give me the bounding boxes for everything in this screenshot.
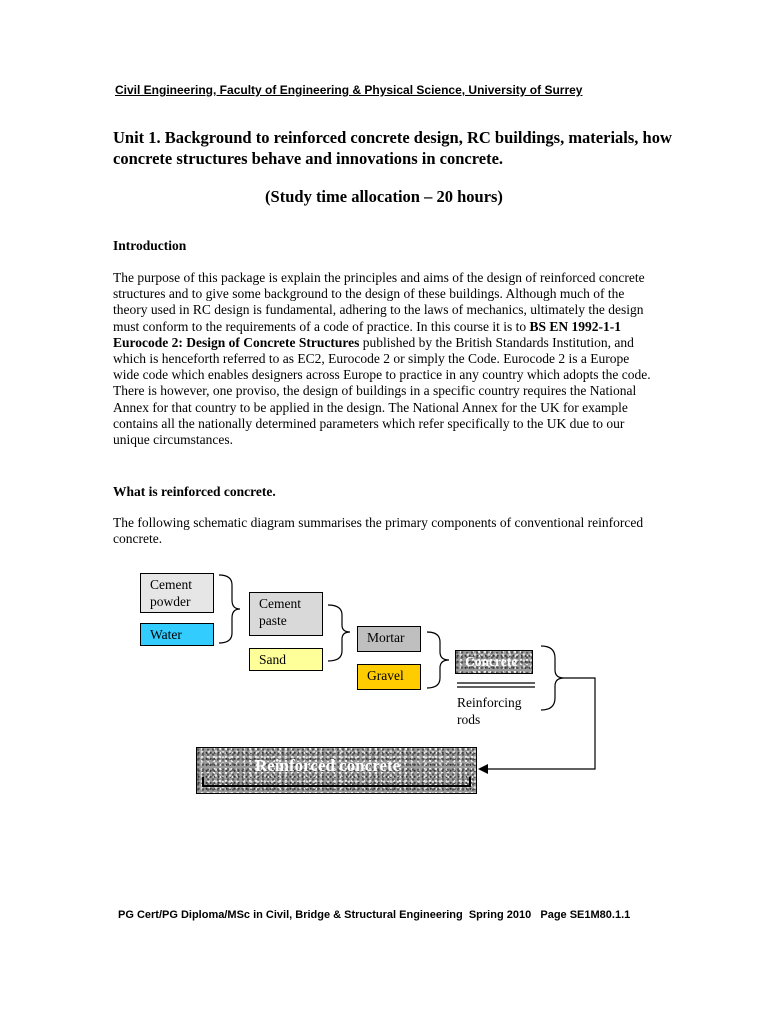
brace-icon [541, 646, 564, 710]
gravel-box: Gravel [357, 664, 421, 690]
brace-icon [328, 605, 350, 661]
cement-paste-box: Cement paste [249, 592, 323, 636]
reinforced-concrete-box: Reinforced concrete [196, 747, 477, 794]
eurocode-reference: BS EN 1992-1-1 Eurocode 2: Design of Concrete Structures [113, 318, 622, 350]
sand-box: Sand [249, 648, 323, 671]
intro-text-part-1: The purpose of this package is explain the principles and aims of the design of reinforced concrete structures and to give some background to the design of these buildings. Although much of the theory used in RC design is fundamental, adhering to the laws of mechanics, ultimately the design must conform to the requirements of a code of practice. In this course it is to [113, 270, 645, 334]
unit-title: Unit 1. Background to reinforced concrete design, RC buildings, materials, how concrete structures behave and innovations in concrete. [113, 128, 672, 168]
study-time-allocation: (Study time allocation – 20 hours) [265, 187, 503, 206]
cement-powder-box: Cement powder [140, 573, 214, 613]
document-header: Civil Engineering, Faculty of Engineering & Physical Science, University of Surrey [115, 83, 583, 97]
reinforcing-rods-label: Reinforcing rods [457, 695, 522, 727]
water-box: Water [140, 623, 214, 646]
arrow-head-icon [478, 764, 488, 774]
what-is-rc-heading: What is reinforced concrete. [113, 484, 276, 499]
connector-line [485, 678, 595, 769]
introduction-heading: Introduction [113, 238, 187, 253]
rebar-bracket-icon [203, 777, 470, 786]
brace-icon [427, 632, 449, 688]
brace-icon [219, 575, 240, 643]
document-footer: PG Cert/PG Diploma/MSc in Civil, Bridge & Structural Engineering Spring 2010 Page SE1M80.1.1 [118, 909, 631, 921]
what-is-rc-paragraph: The following schematic diagram summarises the primary components of conventional reinforced concrete. [113, 515, 644, 547]
concrete-box: Concrete [455, 650, 533, 674]
intro-text-part-2: published by the British Standards Institution, and which is henceforth referred to as EC2, Eurocode 2 or simply the Code. Eurocode 2 is a Europe wide code which enables designers across Europe to practice in any country which adopts the code. There is however, one proviso, the design of buildings in a specific country requires the National Annex for that country to be applied in the design. The National Annex for the UK for example contains all the nationally determined parameters which refer specifically to the UK due to our unique circumstances. [113, 334, 651, 448]
mortar-box: Mortar [357, 626, 421, 652]
